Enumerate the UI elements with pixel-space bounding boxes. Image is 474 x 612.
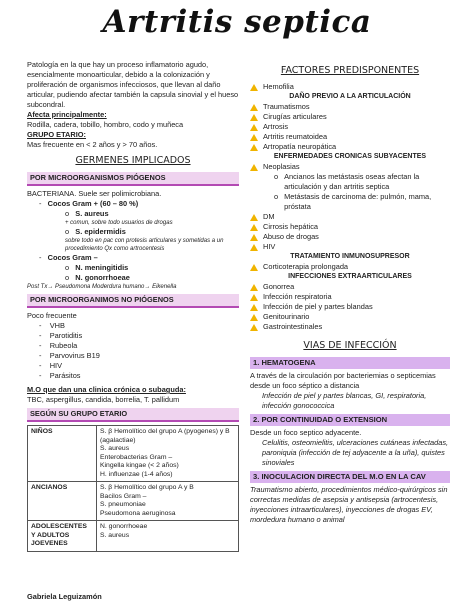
- page-title: Artritis septica: [102, 4, 372, 40]
- right-column: [250, 60, 450, 525]
- list-item: HIV: [250, 242, 450, 252]
- list-item: o Metástasis de carcinoma de: pulmón, mama, próstata: [274, 192, 432, 211]
- author-name: Gabriela Leguizamón: [27, 592, 102, 601]
- list-item: Cirugías articulares: [250, 112, 450, 122]
- left-column: [27, 60, 239, 552]
- warning-icon: [250, 234, 258, 241]
- table-cell-group: ANCIANOS: [28, 482, 97, 521]
- warning-icon: [250, 224, 258, 231]
- list-item: - Parvovirus B19: [39, 351, 100, 360]
- factores-band: FACTORES PREDISPONENTES: [250, 63, 450, 79]
- warning-icon: [250, 144, 258, 151]
- cronica-label: M.O que dan una clinica crónica o subaguda:: [27, 385, 186, 394]
- hemofilia-item: Hemofilia: [250, 82, 450, 92]
- dano-list: [250, 102, 450, 152]
- via2-text: Desde un foco septico adyacente.: [250, 428, 362, 437]
- germenes-band: GERMENES IMPLICADOS: [27, 153, 239, 169]
- warning-icon: [250, 134, 258, 141]
- inf-list: [250, 282, 450, 332]
- list-item: - HIV: [39, 361, 63, 370]
- neoplasias-sublist: [250, 172, 450, 212]
- grupo-label: GRUPO ETARIO:: [27, 130, 86, 139]
- table-row: [28, 426, 239, 482]
- dano-header: DAÑO PREVIO A LA ARTICULACIÓN: [289, 93, 411, 100]
- list-item: Genitourinario: [250, 312, 450, 322]
- enf-list: [250, 212, 450, 252]
- warning-icon: [250, 164, 258, 171]
- list-item: - Parásitos: [39, 371, 81, 380]
- list-item: - Parotiditis: [39, 331, 83, 340]
- warning-icon: [250, 294, 258, 301]
- via2-header: 2. POR CONTINUIDAD O EXTENSION: [250, 414, 450, 426]
- n-men: o N. meningitidis: [65, 263, 129, 272]
- n-gon: o N. gonorrhoeae: [65, 273, 130, 282]
- via1-text: A través de la circulación por bacteriemias o septicemias desde un foco séptico a distancia: [250, 371, 436, 390]
- trat-header: TRATAMIENTO INMUNOSUPRESOR: [290, 253, 410, 260]
- enf-header: ENFERMEDADES CRONICAS SUBYACENTES: [273, 153, 427, 160]
- warning-icon: [250, 314, 258, 321]
- cocos-neg: - Cocos Gram –: [39, 253, 98, 262]
- cortico-item: Corticoterapia prolongada: [250, 262, 450, 272]
- neoplasias-item: Neoplasias: [250, 162, 450, 172]
- list-item: Infección de piel y partes blandas: [250, 302, 450, 312]
- afecta-value: Rodilla, cadera, tobillo, hombro, codo y muñeca: [27, 120, 184, 129]
- table-cell-group: NIÑOS: [28, 426, 97, 482]
- list-item: Traumatismos: [250, 102, 450, 112]
- table-cell-organisms: S. β Hemolítico del grupo A (pyogenes) y B (agalactiae) S. aureus Enterobacterias Gram – Kingella kingae (< 2 años) H. influenzae (1-4 años): [97, 426, 239, 482]
- table-cell-group: ADOLESCENTES Y ADULTOS JOEVENES: [28, 521, 97, 552]
- via1-header: 1. HEMATOGENA: [250, 357, 450, 369]
- poco-frecuente: Poco frecuente: [27, 311, 77, 320]
- warning-icon: [250, 304, 258, 311]
- warning-icon: [250, 214, 258, 221]
- list-item: o Ancianos las metástasis oseas afectan la articulación y dan artritis septica: [274, 172, 420, 191]
- post-note: Post Tx→ Pseudomona Moderdura humano→ Eikenella: [27, 284, 177, 290]
- via1-italic: Infección de piel y partes blancas, GI, respiratoria, infección gonococcica: [262, 391, 427, 410]
- table-cell-organisms: N. gonorrhoeae S. aureus: [97, 521, 239, 552]
- table-row: [28, 521, 239, 552]
- no-piogenos-list: [27, 321, 239, 381]
- s-epi: o S. epidermidis: [65, 227, 126, 236]
- vias-band: VIAS DE INFECCIÓN: [250, 338, 450, 354]
- s-aureus-note: + comun, sobre todo usuarios de drogas: [65, 220, 173, 226]
- inf-header: INFECCIONES EXTRAARTICULARES: [288, 273, 412, 280]
- list-item: Gastrointestinales: [250, 322, 450, 332]
- list-item: Artritis reumatoidea: [250, 132, 450, 142]
- warning-icon: [250, 284, 258, 291]
- via2-italic: Celulitis, osteomielitis, ulceraciones cutáneas infectadas, paroniquia (infección de tej adyacente a la uña), quistes sinoviales: [262, 438, 449, 467]
- s-epi-note: sobre todo en pac con protesis articulares y sometidas a un procedimiento Qx como artrocentesis: [65, 238, 224, 252]
- piogenos-header: POR MICROORGANISMOS PIÓGENOS: [27, 172, 239, 186]
- afecta-label: Afecta principalmente:: [27, 110, 107, 119]
- table-header: SEGÚN SU GRUPO ETARIO: [27, 408, 239, 422]
- warning-icon: [250, 104, 258, 111]
- intro-text: Patología en la que hay un proceso inflamatorio agudo, esencialmente monoarticular, debido a la colonización y proliferación de organismos infecciosos, que llevan al daño articular, pudiendo afectar también la capsula sinovial y el hueso subcondral.: [27, 60, 239, 109]
- list-item: Gonorrea: [250, 282, 450, 292]
- list-item: Abuso de drogas: [250, 232, 450, 242]
- warning-icon: [250, 114, 258, 121]
- via3-header: 3. INOCULACION DIRECTA DEL M.O EN LA CAV: [250, 471, 450, 483]
- list-item: Infección respiratoria: [250, 292, 450, 302]
- age-group-table: [27, 425, 239, 552]
- via3-italic: Traumatismo abierto, procedimientos médico-quirúrgicos sin correctas medidas de asepsia y antisepsia (artrocentesis, inyecciones intraarticulares), inyecciones de drogas EV, mordedura humano o animal: [250, 485, 448, 524]
- cronica-value: TBC, aspergillus, candida, borrelia, T. pallidum: [27, 395, 180, 404]
- warning-icon: [250, 264, 258, 271]
- list-item: Artrosis: [250, 122, 450, 132]
- list-item: DM: [250, 212, 450, 222]
- warning-icon: [250, 324, 258, 331]
- table-cell-organisms: S. β Hemolítico del grupo A y B Bacilos Gram – S. pneumoniae Pseudomona aeruginosa: [97, 482, 239, 521]
- table-row: [28, 482, 239, 521]
- warning-icon: [250, 84, 258, 91]
- cocos-pos: - Cocos Gram + (60 – 80 %): [39, 199, 139, 208]
- list-item: - Rubeola: [39, 341, 78, 350]
- s-aureus: o S. aureus: [65, 209, 109, 218]
- no-piogenos-header: POR MICROORGANIMOS NO PIÓGENOS: [27, 294, 239, 308]
- warning-icon: [250, 244, 258, 251]
- grupo-value: Mas frecuente en < 2 años y > 70 años.: [27, 140, 158, 149]
- warning-icon: [250, 124, 258, 131]
- list-item: Artropatía neuropática: [250, 142, 450, 152]
- list-item: - VHB: [39, 321, 65, 330]
- piogenos-intro: BACTERIANA. Suele ser polimicrobiana.: [27, 189, 162, 198]
- list-item: Cirrosis hepática: [250, 222, 450, 232]
